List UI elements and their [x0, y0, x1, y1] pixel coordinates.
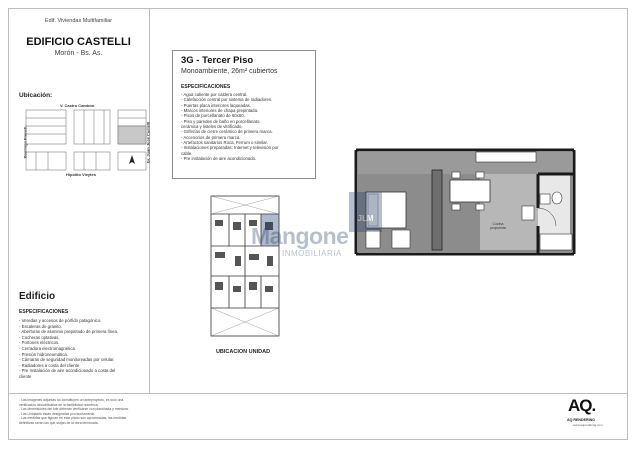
list-item: - Accesorios de primera marca. — [181, 134, 241, 140]
list-item: - Calefacción central por sistema de radiadores. — [181, 97, 273, 103]
list-item: definitivas serán las que surjan de la obra terminada. — [19, 420, 99, 425]
list-item: - Aberturas de aluminio prepintado de primera línea. — [19, 329, 119, 335]
watermark-logo-text: JLM — [357, 214, 374, 223]
list-item: - Marcos interiores de chapa prepintada. — [181, 108, 259, 114]
list-item: - Las medidas que figuran en este plano son aproximadas, las medidas — [19, 416, 127, 421]
unit-subtitle: Monoambiente, 26m² cubiertos — [181, 68, 278, 75]
building-specs-title: Edificio — [19, 291, 56, 302]
column-divider — [149, 8, 150, 394]
list-item: - Radiadores a costa del cliente — [19, 362, 80, 368]
list-item: - Pisos de porcellanato de 60x60. — [181, 113, 245, 119]
list-item: - Las Unidades están designadas provisoriamente. — [19, 411, 96, 416]
watermark-logo — [349, 192, 382, 232]
aq-website: www.aqrendering.com — [573, 423, 603, 427]
kitchen-counter-icon — [476, 152, 536, 162]
list-item: - Veredas y accesos de pórfido patagónico. — [19, 318, 102, 323]
unit-specs-heading: ESPECIFICACIONES — [181, 84, 231, 90]
building-title: EDIFICIO CASTELLI — [26, 36, 131, 48]
street-right: Gr. Juan José Castelli — [145, 121, 151, 164]
list-item: - Agua caliente por caldera central. — [181, 92, 248, 97]
street-top: V. Castro Cambón — [60, 103, 95, 108]
list-item: - Cámaras de seguridad monitoreadas por celular. — [19, 357, 115, 363]
aq-logo: AQ. — [568, 396, 596, 415]
floorplan-caption: UBICACION UNIDAD — [215, 349, 271, 355]
nightstand-icon — [366, 230, 380, 248]
aq-logo-subtitle: AQ RENDERING — [567, 418, 595, 422]
list-item: - Pre Instalación de aire acondicionado a costa del — [19, 368, 116, 374]
footer-notes — [19, 398, 159, 426]
watermark-brand: Mangone — [251, 223, 349, 249]
building-specs-list — [19, 318, 144, 380]
list-item: - Artefactos sanitarios Roca, Ferrum o similar. — [181, 140, 268, 146]
location-map — [18, 100, 148, 180]
fridge-icon — [522, 206, 534, 220]
kitchen-label-line-2: propuesta — [490, 226, 506, 230]
list-item: - Puertas placa interiores laqueadas. — [181, 102, 251, 108]
sink-icon — [540, 194, 550, 204]
kitchen-label-line-1: Cocina — [492, 222, 504, 226]
list-item: cerámica y listeles de vitrificado. — [181, 124, 243, 130]
unit-title: 3G - Tercer Piso — [181, 55, 254, 66]
list-item: - Portones eléctricos. — [19, 340, 60, 346]
armchair-icon — [392, 230, 410, 248]
list-item: cable. — [181, 150, 193, 156]
street-bottom: Hipólito Vieytes — [66, 172, 96, 177]
list-item: verificación decodificativa de la factibilidad numérica. — [19, 402, 99, 407]
unit-specs-list — [181, 92, 309, 161]
list-item: - Escaleras de granito. — [19, 323, 62, 329]
location-label: Ubicación: — [19, 92, 53, 99]
list-item: - Pre instalación de aire acondicionado. — [181, 156, 257, 162]
bathtub-icon — [540, 234, 572, 250]
list-item: - Piso y paredes de baño en porcellanato, — [181, 118, 261, 124]
street-left: Domingo French — [22, 126, 28, 159]
list-item: - Las imágenes adjuntas no constituyen un anteproyecto, es solo una — [19, 398, 124, 402]
column-wall — [432, 170, 442, 250]
dining-table-icon — [450, 180, 490, 202]
building-specs-heading: ESPECIFICACIONES — [19, 309, 69, 315]
list-item: cliente — [19, 373, 32, 379]
list-item: - Griferías de cierre cerámico de primera marca. — [181, 129, 273, 135]
building-type: Edif. Viviendas Multifamiliar — [44, 18, 113, 24]
watermark-subtitle: INMOBILIARIA — [282, 249, 342, 258]
list-item: - Instalaciones preparadas: Internet y televisión por — [181, 145, 279, 151]
north-arrow-icon — [129, 155, 135, 164]
footer-divider — [8, 393, 628, 394]
building-floorplan — [205, 190, 285, 342]
list-item: - Las dimensiones del lote deberán verificarse con planchada y mensura. — [19, 407, 129, 412]
unit-floorplan — [352, 146, 578, 258]
toilet-icon — [552, 192, 562, 204]
highlighted-lot — [118, 126, 146, 144]
list-item: - Presión hidroneumática. — [19, 351, 68, 357]
list-item: - Cerradura electromagnética. — [19, 345, 77, 351]
kitchen-label — [480, 222, 516, 230]
building-city: Morón - Bs. As. — [54, 50, 103, 57]
list-item: - Cocheras optativas. — [19, 334, 60, 340]
